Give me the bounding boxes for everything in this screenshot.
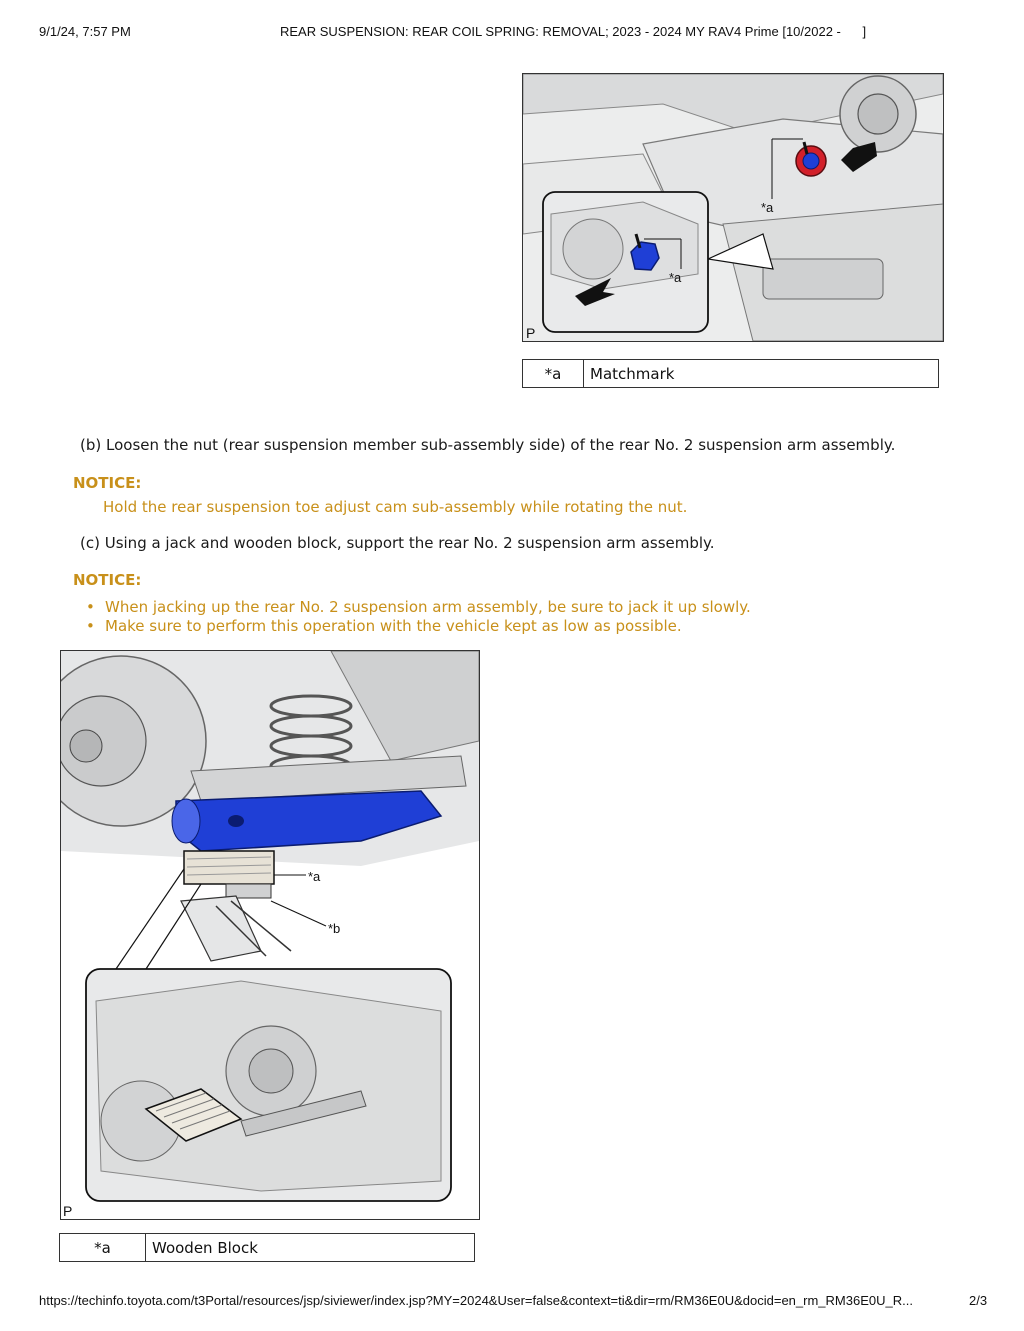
step-c-text: (c) Using a jack and wooden block, support the rear No. 2 suspension arm assembly. <box>80 534 715 552</box>
document-title: REAR SUSPENSION: REAR COIL SPRING: REMOVAL; 2023 - 2024 MY RAV4 Prime [10/2022 - ] <box>280 24 867 39</box>
table-row <box>60 1234 475 1262</box>
callout-a-block: *a <box>308 869 321 884</box>
notice-heading: NOTICE: <box>73 474 142 492</box>
legend-key: *a <box>60 1234 146 1262</box>
callout-a-inset: *a <box>669 270 682 285</box>
matchmark-legend-table <box>522 359 939 388</box>
matchmark-illustration <box>522 73 944 342</box>
print-header <box>0 24 1024 42</box>
legend-value: Matchmark <box>584 360 939 388</box>
notice-text: Hold the rear suspension toe adjust cam sub-assembly while rotating the nut. <box>103 498 688 516</box>
matchmark-illustration-drawing <box>523 74 943 341</box>
notice-item-text: When jacking up the rear No. 2 suspension arm assembly, be sure to jack it up slowly. <box>105 598 751 616</box>
page-url: https://techinfo.toyota.com/t3Portal/resources/jsp/siviewer/index.jsp?MY=2024&User=false&context=ti&dir=rm/RM36E0U&docid=en_rm_RM36E0U_R... <box>39 1293 913 1308</box>
notice-list <box>86 598 751 636</box>
callout-a-main: *a <box>761 200 774 215</box>
legend-value: Wooden Block <box>146 1234 475 1262</box>
figure-corner-mark: P <box>63 1203 73 1219</box>
list-item: • Make sure to perform this operation with the vehicle kept as low as possible. <box>86 617 682 635</box>
table-row <box>523 360 939 388</box>
list-item: • When jacking up the rear No. 2 suspension arm assembly, be sure to jack it up slowly. <box>86 598 751 616</box>
jack-support-illustration <box>60 650 480 1220</box>
jack-support-illustration-drawing <box>61 651 479 1219</box>
page-number: 2/3 <box>969 1293 988 1308</box>
notice-item-text: Make sure to perform this operation with the vehicle kept as low as possible. <box>105 617 682 635</box>
print-footer <box>0 1293 1024 1311</box>
figure-corner-mark: P <box>526 325 536 341</box>
wooden-block-legend-table <box>59 1233 475 1262</box>
legend-key: *a <box>523 360 584 388</box>
step-b-text: (b) Loosen the nut (rear suspension member sub-assembly side) of the rear No. 2 suspension arm assembly. <box>80 436 896 454</box>
notice-heading-2: NOTICE: <box>73 571 142 589</box>
callout-b-jack: *b <box>328 921 341 936</box>
print-datetime: 9/1/24, 7:57 PM <box>39 24 131 39</box>
